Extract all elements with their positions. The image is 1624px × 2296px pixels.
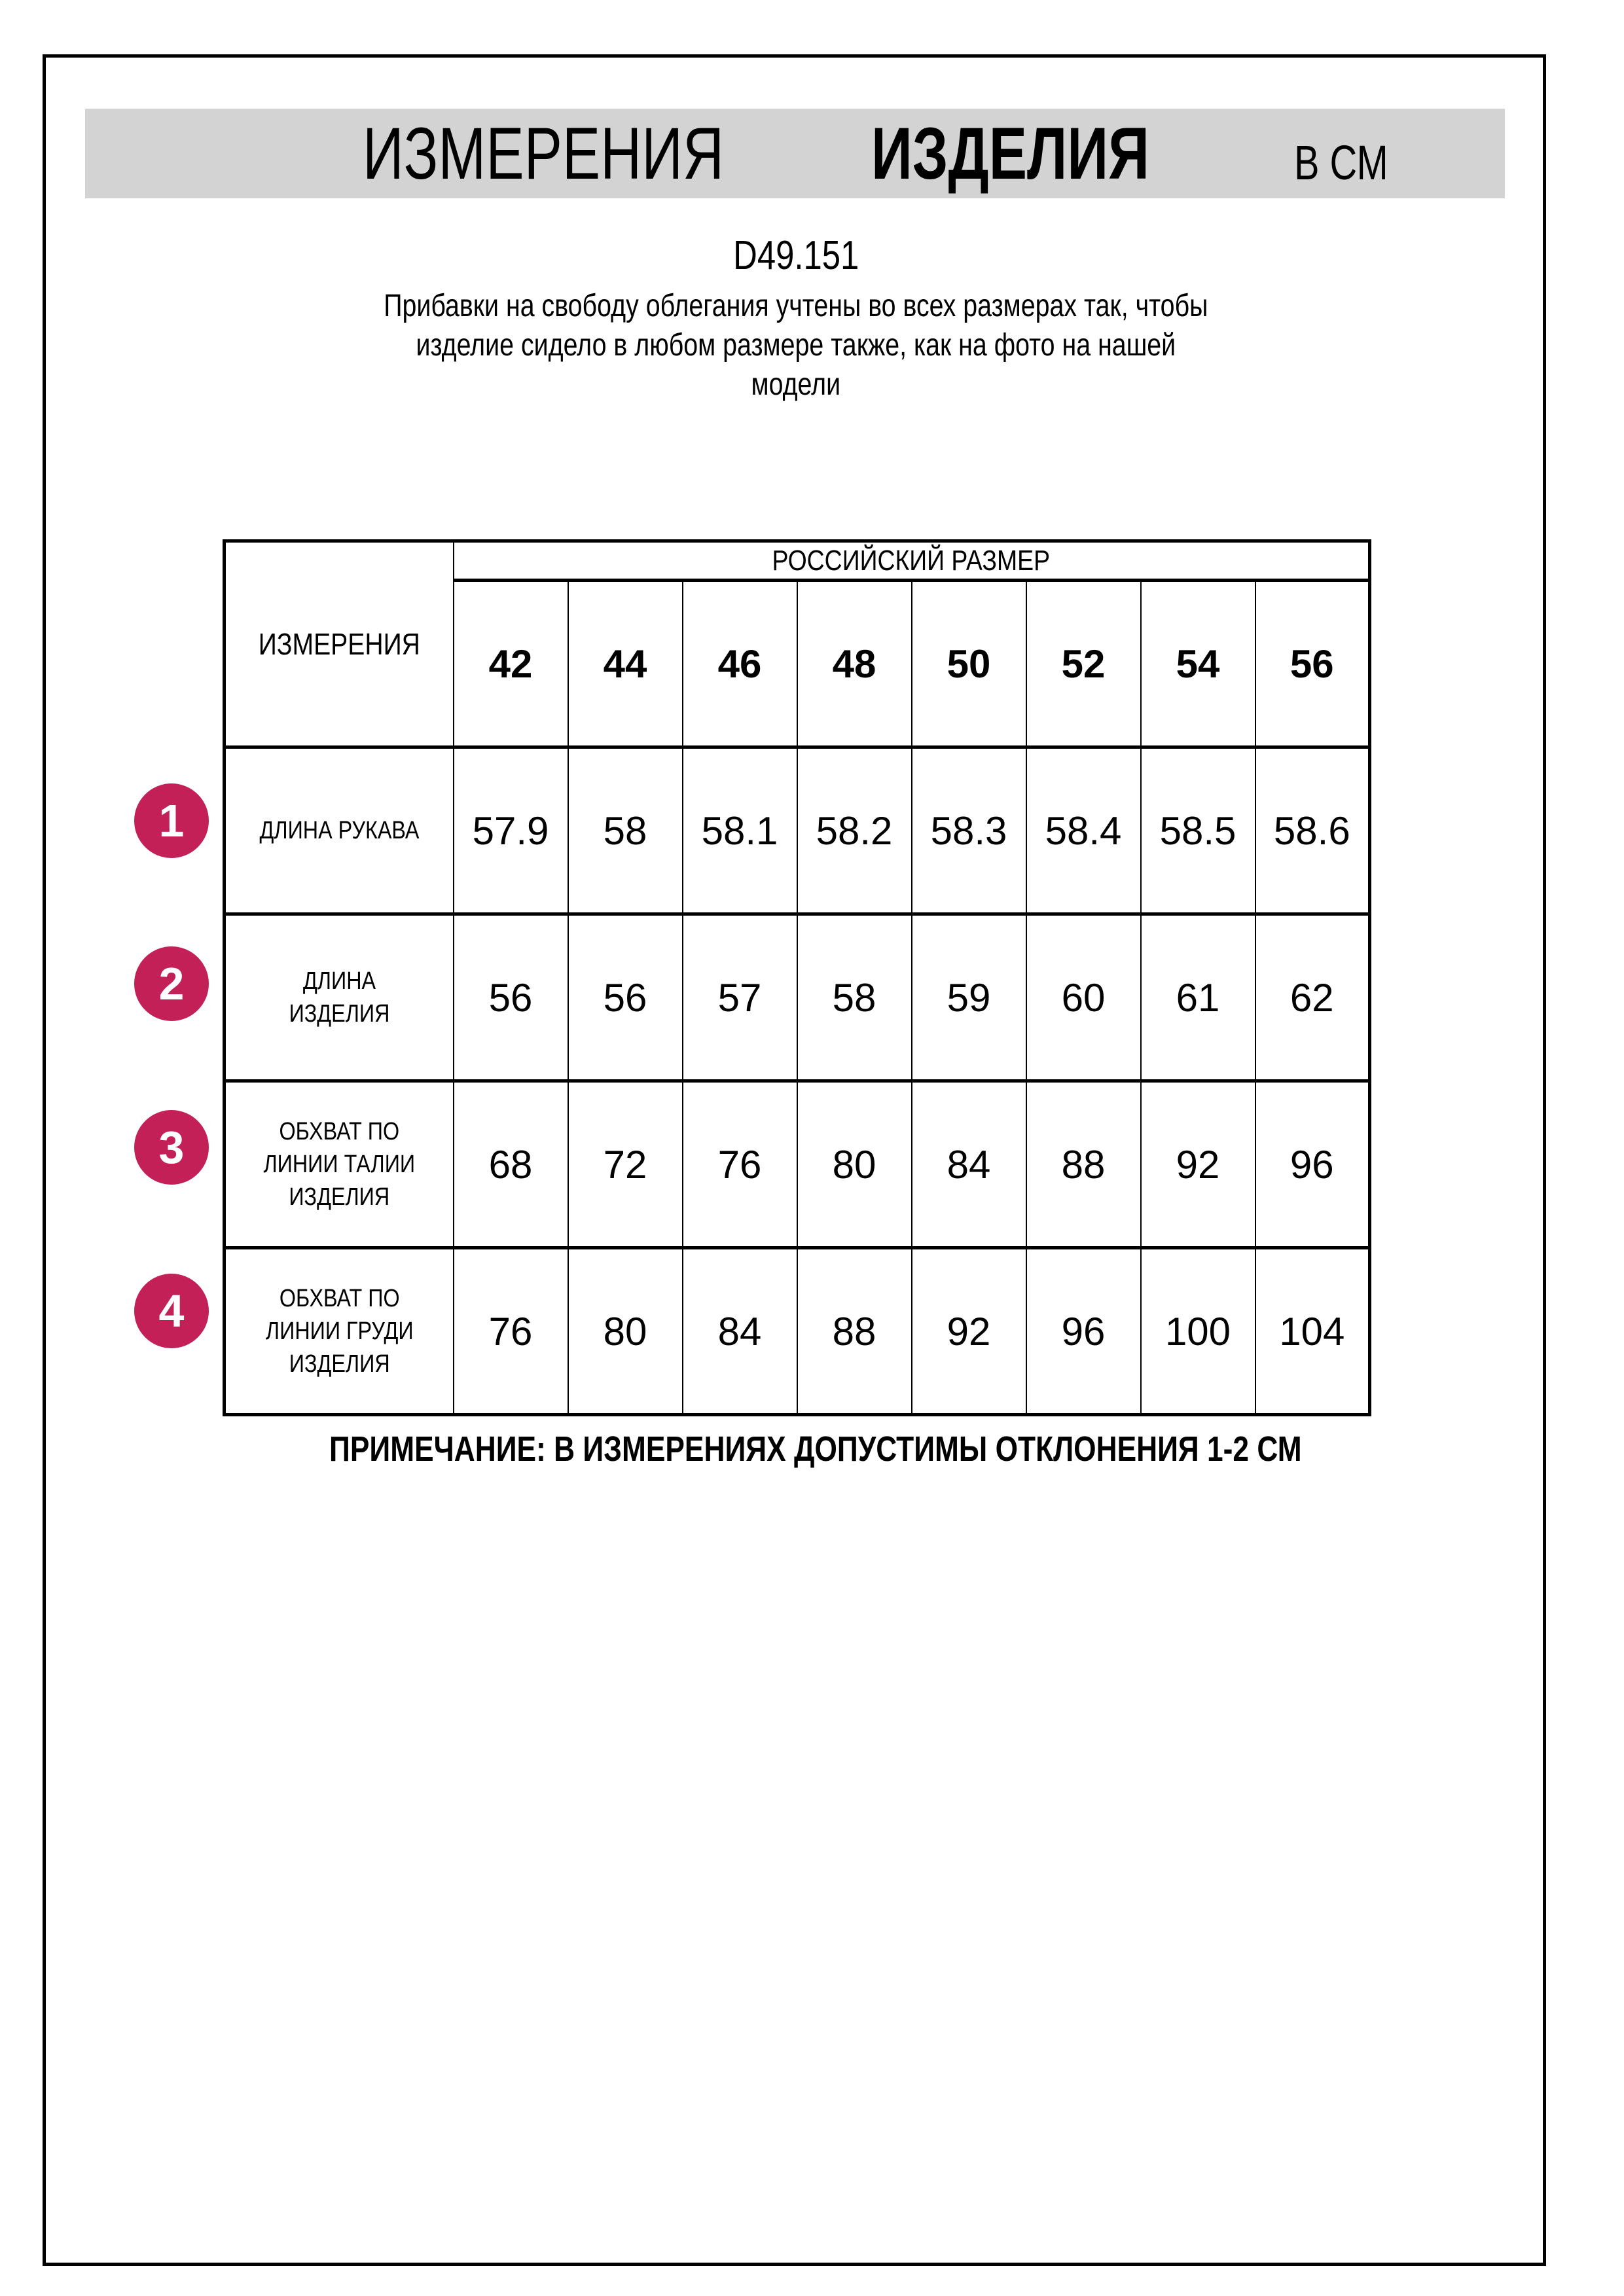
- table-row-chest-girth: [225, 1248, 1370, 1415]
- measurement-value: 62: [1255, 914, 1370, 1081]
- row-label: ОБХВАТ ПО ЛИНИИ ГРУДИ ИЗДЕЛИЯ: [265, 1285, 414, 1378]
- row-number-badge-2: [134, 946, 209, 1021]
- badge-number: 4: [158, 1285, 185, 1336]
- measurements-column-header-cell: [225, 541, 454, 747]
- intro-block: [223, 233, 1369, 404]
- measurement-value: 80: [797, 1081, 912, 1248]
- measurement-value: 58: [568, 747, 683, 914]
- measurement-value: 57.9: [454, 747, 568, 914]
- measurement-value: 104: [1255, 1248, 1370, 1415]
- row-label-cell: [225, 747, 454, 914]
- fit-note-paragraph: Прибавки на свободу облегания учтены во всех размерах так, чтобы изделие сидело в любом размере также, как на фото на нашей модели: [384, 289, 1208, 402]
- table-row-waist-girth: [225, 1081, 1370, 1248]
- measurement-value: 88: [797, 1248, 912, 1415]
- row-number-badge-3: [134, 1110, 209, 1185]
- size-column-header: 42: [454, 581, 568, 747]
- measurement-value: 72: [568, 1081, 683, 1248]
- page-title-text: ИЗМЕРЕНИЯ: [363, 113, 725, 194]
- row-label-cell: [225, 1248, 454, 1415]
- row-label: ДЛИНА РУКАВА: [259, 817, 420, 844]
- measurement-value: 60: [1026, 914, 1141, 1081]
- badge-number: 1: [158, 795, 185, 846]
- measurement-value: 58.4: [1026, 747, 1141, 914]
- badge-number: 3: [158, 1122, 185, 1173]
- size-group-header-cell: [454, 541, 1370, 581]
- size-column-header: 44: [568, 581, 683, 747]
- row-label-cell: [225, 914, 454, 1081]
- measurement-value: 59: [912, 914, 1026, 1081]
- measurement-value: 76: [454, 1248, 568, 1415]
- measurement-value: 84: [683, 1248, 797, 1415]
- size-column-header: 54: [1141, 581, 1255, 747]
- page-title-unit-text: В СМ: [1294, 135, 1388, 190]
- measurement-value: 92: [912, 1248, 1026, 1415]
- size-group-header: РОССИЙСКИЙ РАЗМЕР: [772, 544, 1051, 577]
- measurement-value: 92: [1141, 1081, 1255, 1248]
- tolerance-note: ПРИМЕЧАНИЕ: В ИЗМЕРЕНИЯХ ДОПУСТИМЫ ОТКЛОНЕНИЯ 1-2 СМ: [329, 1429, 1302, 1469]
- measurement-value: 58.1: [683, 747, 797, 914]
- measurement-value: 58.6: [1255, 747, 1370, 914]
- measurement-value: 56: [568, 914, 683, 1081]
- size-column-header: 50: [912, 581, 1026, 747]
- page-title-unit: [1294, 109, 1415, 207]
- table-row-sleeve-length: [225, 747, 1370, 914]
- badge-number: 2: [158, 958, 185, 1009]
- row-label: ДЛИНА ИЗДЕЛИЯ: [289, 967, 390, 1028]
- row-label-cell: [225, 1081, 454, 1248]
- measurement-value: 84: [912, 1081, 1026, 1248]
- measurement-value: 57: [683, 914, 797, 1081]
- measurement-value: 76: [683, 1081, 797, 1248]
- footer-note-block: [223, 1429, 1369, 1469]
- measurement-value: 100: [1141, 1248, 1255, 1415]
- page-title-word-product: [871, 109, 1228, 198]
- measurement-value: 96: [1255, 1081, 1370, 1248]
- measurement-value: 88: [1026, 1081, 1141, 1248]
- size-column-header: 46: [683, 581, 797, 747]
- row-number-badge-4: [134, 1274, 209, 1348]
- measurement-value: 58.3: [912, 747, 1026, 914]
- size-column-header: 52: [1026, 581, 1141, 747]
- measurements-column-header: ИЗМЕРЕНИЯ: [258, 627, 420, 661]
- row-label: ОБХВАТ ПО ЛИНИИ ТАЛИИ ИЗДЕЛИЯ: [263, 1118, 416, 1211]
- measurement-value: 58.5: [1141, 747, 1255, 914]
- row-number-badge-1: [134, 783, 209, 858]
- measurement-value: 80: [568, 1248, 683, 1415]
- page-title-text: ИЗДЕЛИЯ: [871, 113, 1149, 194]
- measurement-value: 56: [454, 914, 568, 1081]
- measurement-value: 58: [797, 914, 912, 1081]
- measurement-value: 61: [1141, 914, 1255, 1081]
- measurement-value: 68: [454, 1081, 568, 1248]
- page-title-word-measurements: [363, 109, 826, 198]
- size-column-header: 56: [1255, 581, 1370, 747]
- measurement-value: 96: [1026, 1248, 1141, 1415]
- item-code: D49.151: [732, 233, 859, 278]
- table-row-product-length: [225, 914, 1370, 1081]
- size-column-header: 48: [797, 581, 912, 747]
- size-measurement-table: [223, 539, 1371, 1416]
- measurement-value: 58.2: [797, 747, 912, 914]
